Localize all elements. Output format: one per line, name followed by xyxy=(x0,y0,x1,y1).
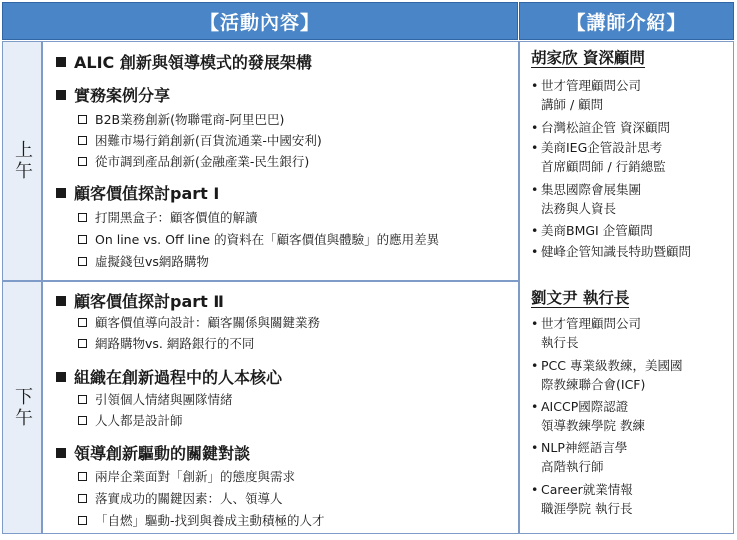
topic-item: B2B業務創新(物聯電商-阿里巴巴) xyxy=(78,110,284,128)
topic-item: 顧客價值導向設計：顧客關係與關鍵業務 xyxy=(78,313,320,331)
checkbox-square-icon xyxy=(78,235,87,244)
lecturer-header xyxy=(519,2,734,40)
topic-item: 兩岸企業面對「創新」的態度與需求 xyxy=(78,467,295,485)
checkbox-square-icon xyxy=(78,516,87,525)
lecturer-credential: • PCC 專業級教練，美國國 際教練聯合會(ICF) xyxy=(531,358,683,392)
topic-item: On line vs. Off line 的資料在「顧客價值與體驗」的應用差異 xyxy=(78,230,439,248)
topic-heading: 顧客價值探討part Ⅱ xyxy=(56,289,224,312)
square-bullet-icon xyxy=(56,57,66,67)
checkbox-square-icon xyxy=(78,395,87,404)
square-bullet-icon xyxy=(56,448,66,458)
topic-heading: 組織在創新過程中的人本核心 xyxy=(56,365,282,388)
topic-item: 「自燃」驅動-找到與養成主動積極的人才 xyxy=(78,511,325,529)
checkbox-square-icon xyxy=(78,257,87,266)
topic-item: 網路購物vs. 網路銀行的不同 xyxy=(78,334,254,352)
morning-session-label xyxy=(2,41,42,281)
topic-heading: 顧客價值探討part Ⅰ xyxy=(56,181,219,204)
square-bullet-icon xyxy=(56,188,66,198)
square-bullet-icon xyxy=(56,296,66,306)
bullet-dot-icon: • xyxy=(531,244,539,259)
lecturer-credential: • 集思國際會展集團 法務與人資長 xyxy=(531,182,642,216)
bullet-dot-icon: • xyxy=(531,482,539,497)
lecturer-credential: • 美商BMGI 企管顧問 xyxy=(531,223,653,238)
activity-header-label: 【活動內容】 xyxy=(199,11,320,34)
morning-label-text: 上午 xyxy=(12,140,33,182)
topic-heading: 實務案例分享 xyxy=(56,83,170,106)
checkbox-square-icon xyxy=(78,213,87,222)
bullet-dot-icon: • xyxy=(531,223,539,238)
square-bullet-icon xyxy=(56,372,66,382)
afternoon-label-text: 下午 xyxy=(12,386,33,429)
topic-item: 打開黑盒子：顧客價值的解讀 xyxy=(78,208,258,226)
topic-item: 人人都是設計師 xyxy=(78,411,183,429)
lecturer-credential: • 美商IEG企管設計思考 首席顧問師 / 行銷總監 xyxy=(531,140,666,174)
checkbox-square-icon xyxy=(78,494,87,503)
afternoon-session-label xyxy=(2,281,42,534)
lecturer-name: 胡家欣 資深顧問 xyxy=(531,49,645,67)
bullet-dot-icon: • xyxy=(531,316,539,331)
checkbox-square-icon xyxy=(78,136,87,145)
checkbox-square-icon xyxy=(78,339,87,348)
bullet-dot-icon: • xyxy=(531,440,539,455)
lecturer-header-label: 【講師介紹】 xyxy=(566,11,687,34)
topic-heading: ALIC 創新與領導模式的發展架構 xyxy=(56,50,312,73)
topic-item: 困難市場行銷創新(百貨流通業-中國安利) xyxy=(78,131,322,149)
lecturer-credential: • Career就業情報 職涯學院 執行長 xyxy=(531,482,633,516)
topic-item: 落實成功的關鍵因素：人、領導人 xyxy=(78,489,283,507)
bullet-dot-icon: • xyxy=(531,78,539,93)
topic-heading: 領導創新驅動的關鍵對談 xyxy=(56,441,250,464)
checkbox-square-icon xyxy=(78,157,87,166)
bullet-dot-icon: • xyxy=(531,399,539,414)
topic-item: 引領個人情緒與團隊情緒 xyxy=(78,390,233,408)
bullet-dot-icon: • xyxy=(531,358,539,373)
lecturer-name: 劉文尹 執行長 xyxy=(531,289,630,307)
topic-item: 虛擬錢包vs網路購物 xyxy=(78,252,209,270)
bullet-dot-icon: • xyxy=(531,120,539,135)
lecturer-credential: • 世才管理顧問公司 執行長 xyxy=(531,316,642,350)
topic-item: 從市調到產品創新(金融產業-民生銀行) xyxy=(78,152,309,170)
lecturer-credential: • 世才管理顧問公司 講師 / 顧問 xyxy=(531,78,642,112)
lecturer-credential: • AICCP國際認證 領導教練學院 教練 xyxy=(531,399,645,433)
checkbox-square-icon xyxy=(78,318,87,327)
checkbox-square-icon xyxy=(78,115,87,124)
lecturer-credential: • 台灣松諠企管 資深顧問 xyxy=(531,120,670,135)
bullet-dot-icon: • xyxy=(531,182,539,197)
bullet-dot-icon: • xyxy=(531,140,539,155)
square-bullet-icon xyxy=(56,90,66,100)
lecturer-credential: • 健峰企管知識長特助暨顧問 xyxy=(531,244,692,259)
checkbox-square-icon xyxy=(78,472,87,481)
activity-header xyxy=(2,2,518,40)
lecturer-credential: • NLP神經語言學 高階執行師 xyxy=(531,440,628,474)
checkbox-square-icon xyxy=(78,416,87,425)
